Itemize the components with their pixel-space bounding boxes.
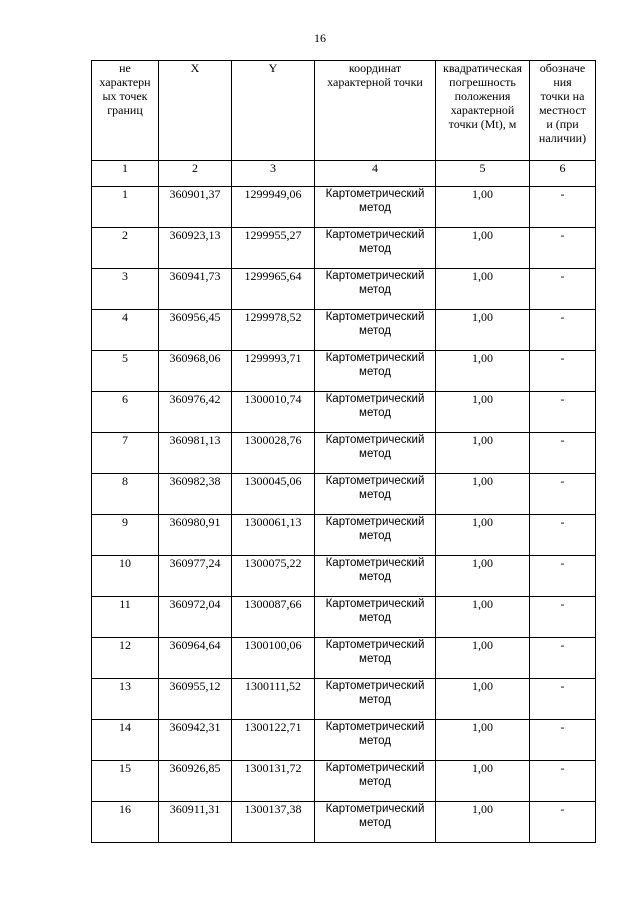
table-row	[92, 720, 596, 761]
error-cell: 1,00	[436, 433, 530, 474]
y-cell: 1300131,72	[232, 761, 315, 802]
table-row	[92, 228, 596, 269]
point-number-cell: 1	[92, 187, 159, 228]
error-cell: 1,00	[436, 392, 530, 433]
x-cell: 360982,38	[159, 474, 232, 515]
method-cell: Картометрический метод	[315, 597, 436, 638]
error-cell: 1,00	[436, 351, 530, 392]
column-number: 5	[436, 161, 530, 187]
table-row	[92, 515, 596, 556]
error-cell: 1,00	[436, 515, 530, 556]
method-cell: Картометрический метод	[315, 515, 436, 556]
y-cell: 1300137,38	[232, 802, 315, 843]
error-cell: 1,00	[436, 638, 530, 679]
y-cell: 1300111,52	[232, 679, 315, 720]
column-number: 4	[315, 161, 436, 187]
y-cell: 1299978,52	[232, 310, 315, 351]
x-cell: 360926,85	[159, 761, 232, 802]
table-row	[92, 802, 596, 843]
error-cell: 1,00	[436, 597, 530, 638]
table-row	[92, 638, 596, 679]
point-number-cell: 12	[92, 638, 159, 679]
error-cell: 1,00	[436, 187, 530, 228]
column-number-row	[92, 161, 596, 187]
x-cell: 360941,73	[159, 269, 232, 310]
method-cell: Картометрический метод	[315, 228, 436, 269]
page-number: 16	[314, 31, 326, 45]
y-cell: 1300045,06	[232, 474, 315, 515]
method-cell: Картометрический метод	[315, 351, 436, 392]
method-cell: Картометрический метод	[315, 392, 436, 433]
table-header-row	[92, 61, 596, 161]
table-row	[92, 269, 596, 310]
point-number-cell: 11	[92, 597, 159, 638]
y-cell: 1300061,13	[232, 515, 315, 556]
mark-cell: -	[530, 802, 596, 843]
point-number-cell: 13	[92, 679, 159, 720]
x-cell: 360964,64	[159, 638, 232, 679]
y-cell: 1300122,71	[232, 720, 315, 761]
method-cell: Картометрический метод	[315, 474, 436, 515]
mark-cell: -	[530, 228, 596, 269]
table-row	[92, 597, 596, 638]
mark-cell: -	[530, 433, 596, 474]
column-number: 3	[232, 161, 315, 187]
column-number: 2	[159, 161, 232, 187]
mark-cell: -	[530, 761, 596, 802]
table-row	[92, 556, 596, 597]
error-cell: 1,00	[436, 720, 530, 761]
y-cell: 1300087,66	[232, 597, 315, 638]
mark-cell: -	[530, 556, 596, 597]
error-cell: 1,00	[436, 310, 530, 351]
error-cell: 1,00	[436, 679, 530, 720]
error-cell: 1,00	[436, 269, 530, 310]
mark-cell: -	[530, 187, 596, 228]
point-number-cell: 16	[92, 802, 159, 843]
table-row	[92, 310, 596, 351]
header-error: квадратическая погрешность положения характерной точки (Mt), м	[436, 61, 530, 161]
column-number: 6	[530, 161, 596, 187]
x-cell: 360901,37	[159, 187, 232, 228]
mark-cell: -	[530, 638, 596, 679]
y-cell: 1299955,27	[232, 228, 315, 269]
x-cell: 360977,24	[159, 556, 232, 597]
point-number-cell: 5	[92, 351, 159, 392]
x-cell: 360923,13	[159, 228, 232, 269]
x-cell: 360972,04	[159, 597, 232, 638]
point-number-cell: 2	[92, 228, 159, 269]
method-cell: Картометрический метод	[315, 269, 436, 310]
y-cell: 1299949,06	[232, 187, 315, 228]
column-number: 1	[92, 161, 159, 187]
y-cell: 1300010,74	[232, 392, 315, 433]
point-number-cell: 15	[92, 761, 159, 802]
mark-cell: -	[530, 351, 596, 392]
mark-cell: -	[530, 310, 596, 351]
header-y: Y	[232, 61, 315, 161]
x-cell: 360955,12	[159, 679, 232, 720]
method-cell: Картометрический метод	[315, 556, 436, 597]
mark-cell: -	[530, 474, 596, 515]
point-number-cell: 4	[92, 310, 159, 351]
header-point-number: не характерн ых точек границ	[92, 61, 159, 161]
error-cell: 1,00	[436, 228, 530, 269]
method-cell: Картометрический метод	[315, 761, 436, 802]
method-cell: Картометрический метод	[315, 187, 436, 228]
y-cell: 1299965,64	[232, 269, 315, 310]
method-cell: Картометрический метод	[315, 638, 436, 679]
point-number-cell: 7	[92, 433, 159, 474]
error-cell: 1,00	[436, 802, 530, 843]
mark-cell: -	[530, 720, 596, 761]
point-number-cell: 10	[92, 556, 159, 597]
mark-cell: -	[530, 597, 596, 638]
method-cell: Картометрический метод	[315, 433, 436, 474]
mark-cell: -	[530, 679, 596, 720]
header-mark: обозначе ния точки на местност и (при наличии)	[530, 61, 596, 161]
x-cell: 360911,31	[159, 802, 232, 843]
table-row	[92, 392, 596, 433]
y-cell: 1299993,71	[232, 351, 315, 392]
point-number-cell: 9	[92, 515, 159, 556]
table-row	[92, 474, 596, 515]
x-cell: 360980,91	[159, 515, 232, 556]
point-number-cell: 14	[92, 720, 159, 761]
table-body	[92, 187, 596, 843]
table-row	[92, 187, 596, 228]
method-cell: Картометрический метод	[315, 679, 436, 720]
error-cell: 1,00	[436, 556, 530, 597]
x-cell: 360942,31	[159, 720, 232, 761]
y-cell: 1300100,06	[232, 638, 315, 679]
coordinates-table	[91, 60, 596, 843]
table-row	[92, 761, 596, 802]
mark-cell: -	[530, 392, 596, 433]
table-row	[92, 679, 596, 720]
point-number-cell: 6	[92, 392, 159, 433]
method-cell: Картометрический метод	[315, 310, 436, 351]
y-cell: 1300075,22	[232, 556, 315, 597]
x-cell: 360956,45	[159, 310, 232, 351]
error-cell: 1,00	[436, 761, 530, 802]
x-cell: 360976,42	[159, 392, 232, 433]
method-cell: Картометрический метод	[315, 720, 436, 761]
y-cell: 1300028,76	[232, 433, 315, 474]
error-cell: 1,00	[436, 474, 530, 515]
table-row	[92, 351, 596, 392]
method-cell: Картометрический метод	[315, 802, 436, 843]
mark-cell: -	[530, 269, 596, 310]
point-number-cell: 8	[92, 474, 159, 515]
x-cell: 360981,13	[159, 433, 232, 474]
mark-cell: -	[530, 515, 596, 556]
header-x: X	[159, 61, 232, 161]
table-row	[92, 433, 596, 474]
x-cell: 360968,06	[159, 351, 232, 392]
header-method: координат характерной точки	[315, 61, 436, 161]
point-number-cell: 3	[92, 269, 159, 310]
